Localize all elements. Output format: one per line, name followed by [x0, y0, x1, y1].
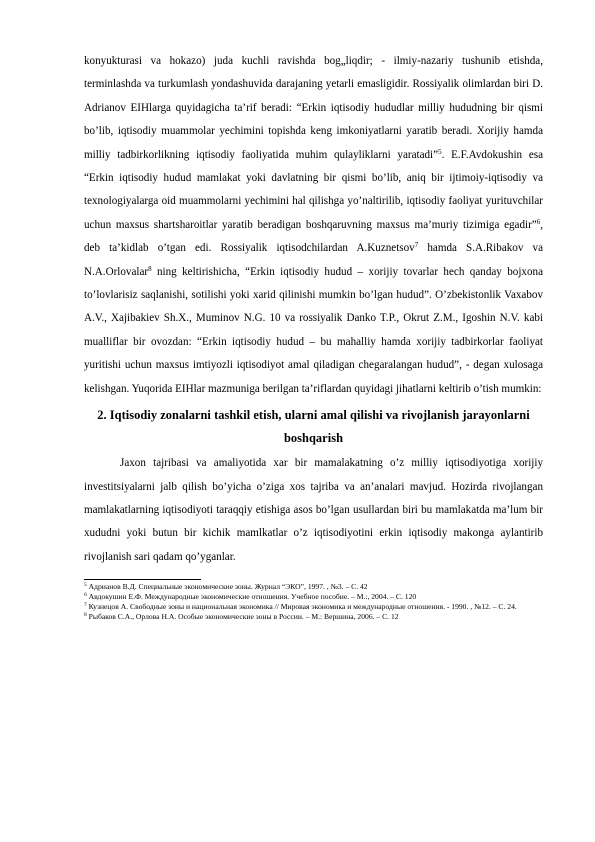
paragraph-text: hamda S.A.Ribakov va N.A.Orlovalar — [84, 242, 543, 278]
footnote-5: $^5$ Адрианов В.Д. Специальные экономические зоны. Журнал “ЭКО”, 1997. , №3. – С. 42 — [84, 582, 368, 592]
section-heading: 2. Iqtisodiy zonalarni tashkil etish, ularni amal qilishi va rivojlanish jarayonlarni boshqarish — [97, 408, 530, 446]
footnote-divider — [84, 579, 201, 580]
paragraph-text: . E.F.Avdokushin esa “Erkin iqtisodiy hudud mamlakat yoki davlatning bir qismi bo’lib, aniq bir ijtimoiy-iqtisodiy va texnologiyalarga oid muammolarni yechimini hal qilishga yo’naltirilib, iqtisodiy faoliyat yurituvchilar uchun maxsus shartsharoitlar yaratib beradigan boshqaruvning maxsus ma’muriy tizimiga egadir” — [84, 148, 543, 231]
footnote-6: $^6$ Авдокушин Е.Ф. Международные экономические отношения. Учебное пособие. – М.:, 2004. – С. 120 — [84, 591, 417, 601]
footnotes — [84, 582, 543, 621]
document-page — [84, 50, 543, 621]
paragraph-text: , deb ta’kidlab o’tgan edi. Rossiyalik iqtisodchilardan A.Kuznetsov — [84, 218, 543, 255]
body-paragraph-1 — [84, 50, 543, 401]
paragraph-text: ning keltirishicha, “Erkin iqtisodiy hudud – xorijiy tovarlar hech qanday bojxona to’lovlarisiz saqlanishi, sotilishi yoki xarid qilinishi mumkin bo’lgan hudud”. O’zbekistonlik Vaxabov A.V., Xajibakiev Sh.X., Muminov N.G. 10 va rossiyalik Danko T.P., Okrut Z.M., Igoshin N.V. kabi mualliflar bir ovozdan: “Erkin iqtisodiy hudud – bu mahalliy hamda xorijiy tadbirkorlar faoliyat yuritishi uchun maxsus imtiyozli iqtisodiyot amal qiladigan chegaralangan hudud”, - degan xulosaga kelishgan. Yuqorida EIHlar mazmuniga berilgan ta’riflardan quyidagi jihatlarni keltirib o’tish mumkin: — [84, 265, 543, 395]
footnote-ref-8[interactable]: 8 — [148, 264, 152, 273]
footnote-ref-6[interactable]: 6 — [536, 217, 541, 226]
body-paragraph-2: Jaxon tajribasi va amaliyotida xar bir mamalakatning o’z milliy iqtisodiyotiga xorijiy investitsiyalarni jalb qilish bo’yicha o’ziga xos tajriba va an’analari mavjud. Hozirda rivojlangan mamlakatlarning iqtisodiyoti taraqqiy etishiga asos bo’lgan usullardan biri bu mamlakatda ma’lum bir xududni yoki butun bir kichik mamlkatlar o’z iqtisodiyotini erkin iqtisodiy makonga aylantirib rivojlanish sari qadam qo’yganlar. — [84, 457, 543, 563]
footnote-ref-7[interactable]: 7 — [414, 241, 419, 250]
footnote-ref-5[interactable]: 5 — [438, 147, 442, 156]
paragraph-text: konyukturasi va hokazo) juda kuchli ravishda bog„liqdir; - ilmiy-nazariy tushunib etishda, terminlashda va turkumlash yondashuvida darajaning yetarli emasligidir. Rossiyalik olimlardan biri D. Adrianov EIHlarga quyidagicha ta’rif beradi: “Erkin iqtisodiy hududlar milliy hududning bir qismi bo’lib, iqtisodiy muammolar yechimini topishda keng imkoniyatlarni yaratib beradi. Xorijiy hamda milliy tadbirkorlikning iqtisodiy faoliyatida muhim qulayliklarni yaratadi” — [84, 55, 543, 161]
footnote-7: $^7$ Кузнецов А. Свободные зоны и национальная экономика // Мировая экономика и международные отношения. - 1990. , №12. – С. 24. — [84, 601, 517, 611]
footnote-8: $^8$ Рыбаков С.А., Орлова Н.А. Особые экономические зоны в России. – М.: Вершина, 2006. – С. 12 — [84, 611, 399, 621]
